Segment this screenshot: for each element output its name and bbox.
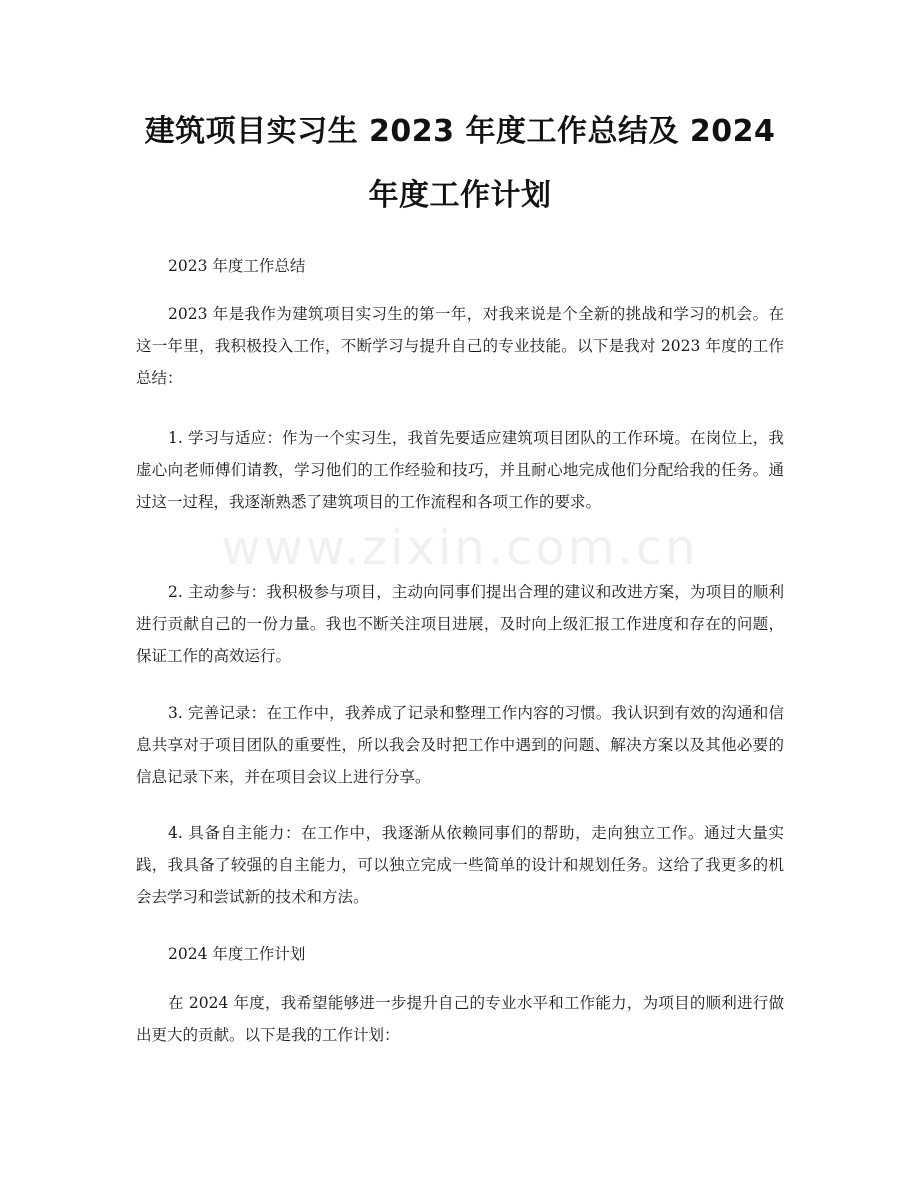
- section-heading-2024: 2024 年度工作计划: [168, 945, 306, 963]
- summary-item-1: 1. 学习与适应：作为一个实习生，我首先要适应建筑项目团队的工作环境。在岗位上，我虚心向老师傅们请教，学习他们的工作经验和技巧，并且耐心地完成他们分配给我的任务。通过这一过程，我逐渐熟悉了建筑项目的工作流程和各项工作的要求。: [136, 429, 784, 511]
- summary-item-2: 2. 主动参与：我积极参与项目，主动向同事们提出合理的建议和改进方案，为项目的顺利进行贡献自己的一份力量。我也不断关注项目进展，及时向上级汇报工作进度和存在的问题，保证工作的高效运行。: [136, 583, 784, 665]
- plan-intro-paragraph: 在 2024 年度，我希望能够进一步提升自己的专业水平和工作能力，为项目的顺利进行做出更大的贡献。以下是我的工作计划：: [136, 994, 784, 1044]
- summary-item-3: 3. 完善记录：在工作中，我养成了记录和整理工作内容的习惯。我认识到有效的沟通和信息共享对于项目团队的重要性，所以我会及时把工作中遇到的问题、解决方案以及其他必要的信息记录下来，并在项目会议上进行分享。: [136, 704, 784, 786]
- title-line-1: 建筑项目实习生 2023 年度工作总结及 2024: [144, 114, 776, 149]
- section-heading-2023: 2023 年度工作总结: [168, 257, 306, 275]
- intro-paragraph: 2023 年是我作为建筑项目实习生的第一年，对我来说是个全新的挑战和学习的机会。在这一年里，我积极投入工作，不断学习与提升自己的专业技能。以下是我对 2023 年度的工作总结：: [136, 305, 784, 387]
- watermark-text: www.zixin.com.cn: [221, 520, 699, 576]
- document-title: [100, 100, 820, 228]
- title-line-2: 年度工作计划: [368, 178, 552, 213]
- summary-item-4: 4. 具备自主能力：在工作中，我逐渐从依赖同事们的帮助，走向独立工作。通过大量实践，我具备了较强的自主能力，可以独立完成一些简单的设计和规划任务。这给了我更多的机会去学习和尝试新的技术和方法。: [136, 824, 784, 906]
